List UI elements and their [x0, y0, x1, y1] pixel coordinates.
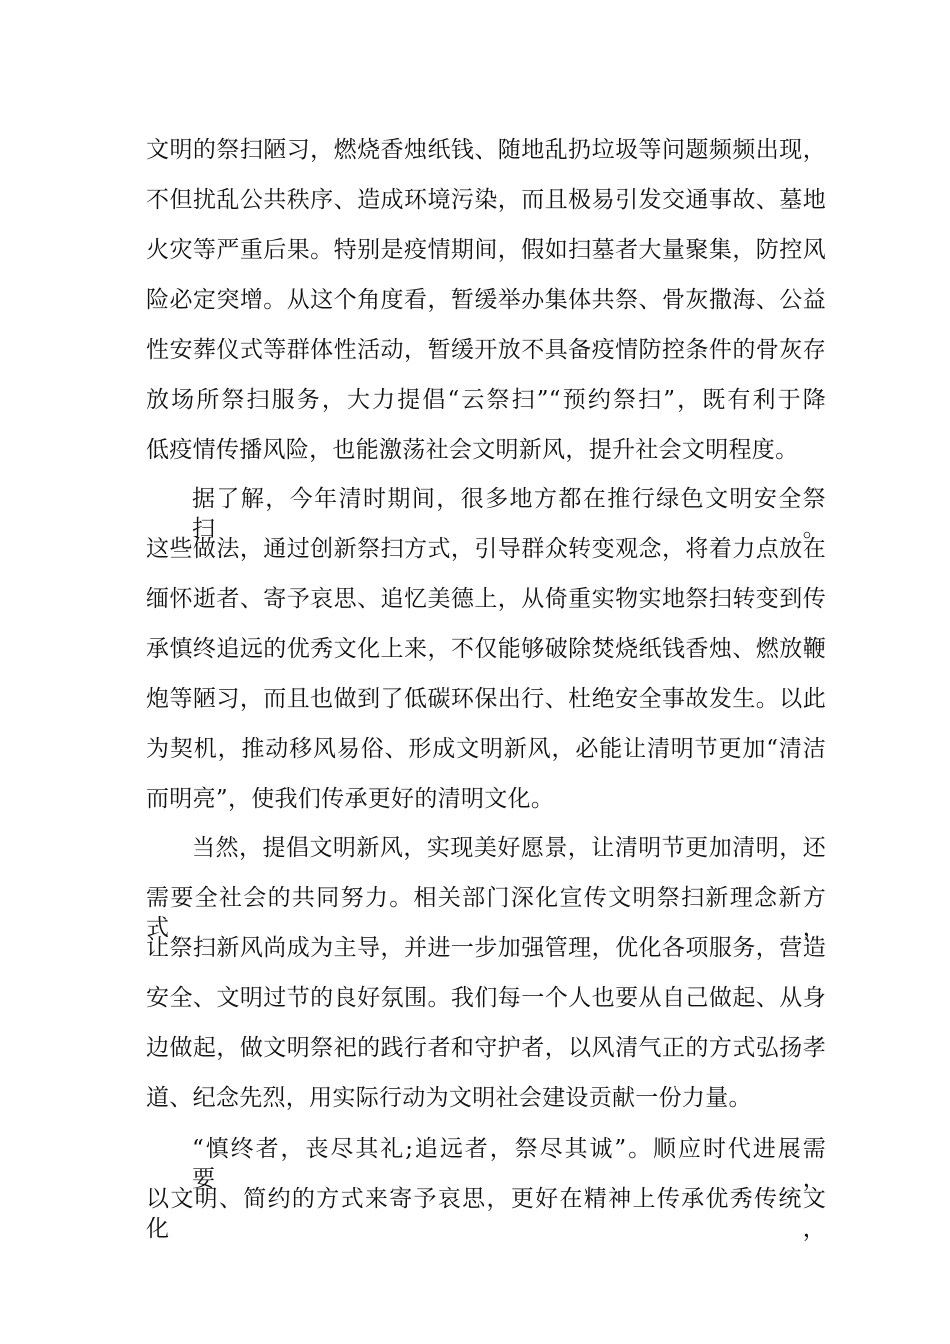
text-line: 为契机，推动移风易俗、形成文明新风，必能让清明节更加“清洁: [146, 736, 826, 762]
text-line: 承慎终追远的优秀文化上来，不仅能够破除焚烧纸钱香烛、燃放鞭: [146, 636, 826, 662]
text-line: 这些做法，通过创新祭扫方式，引导群众转变观念，将着力点放在: [146, 536, 826, 562]
text-line: 需要全社会的共同努力。相关部门深化宣传文明祭扫新理念新方式，: [146, 885, 826, 941]
text-line: 安全、文明过节的良好氛围。我们每一个人也要从自己做起、从身: [146, 985, 826, 1011]
text-line: 而明亮”，使我们传承更好的清明文化。: [146, 786, 555, 812]
text-line: 性安葬仪式等群体性活动，暂缓开放不具备疫情防控条件的骨灰存: [146, 337, 826, 363]
text-line: 险必定突增。从这个角度看，暂缓举办集体共祭、骨灰撒海、公益: [146, 287, 826, 313]
paragraph-first-line: 当然，提倡文明新风，实现美好愿景，让清明节更加清明，还: [192, 835, 826, 861]
text-line: 炮等陋习，而且也做到了低碳环保出行、杜绝安全事故发生。以此: [146, 686, 826, 712]
text-line: 不但扰乱公共秩序、造成环境污染，而且极易引发交通事故、墓地: [146, 187, 826, 213]
text-line: 低疫情传播风险，也能激荡社会文明新风，提升社会文明程度。: [146, 437, 799, 463]
text-line: 边做起，做文明祭祀的践行者和守护者，以风清气正的方式弘扬孝: [146, 1035, 826, 1061]
text-line: 以文明、简约的方式来寄予哀思，更好在精神上传承优秀传统文化，: [146, 1186, 826, 1242]
text-line: 放场所祭扫服务，大力提倡“云祭扫”“预约祭扫”，既有利于降: [146, 387, 826, 413]
text-line: 道、纪念先烈，用实际行动为文明社会建设贡献一份力量。: [146, 1085, 752, 1111]
paragraph-first-line: 据了解，今年清时期间，很多地方都在推行绿色文明安全祭扫。: [192, 486, 826, 542]
text-line: 缅怀逝者、寄予哀思、追忆美德上，从倚重实物实地祭扫转变到传: [146, 586, 826, 612]
text-line: 文明的祭扫陋习，燃烧香烛纸钱、随地乱扔垃圾等问题频频出现，: [146, 137, 826, 163]
paragraph-first-line: “慎终者，丧尽其礼;追远者，祭尽其诚”。顺应时代进展需要，: [192, 1136, 826, 1192]
text-line: 火灾等严重后果。特别是疫情期间，假如扫墓者大量聚集，防控风: [146, 237, 826, 263]
text-line: 让祭扫新风尚成为主导，并进一步加强管理，优化各项服务，营造: [146, 935, 826, 961]
